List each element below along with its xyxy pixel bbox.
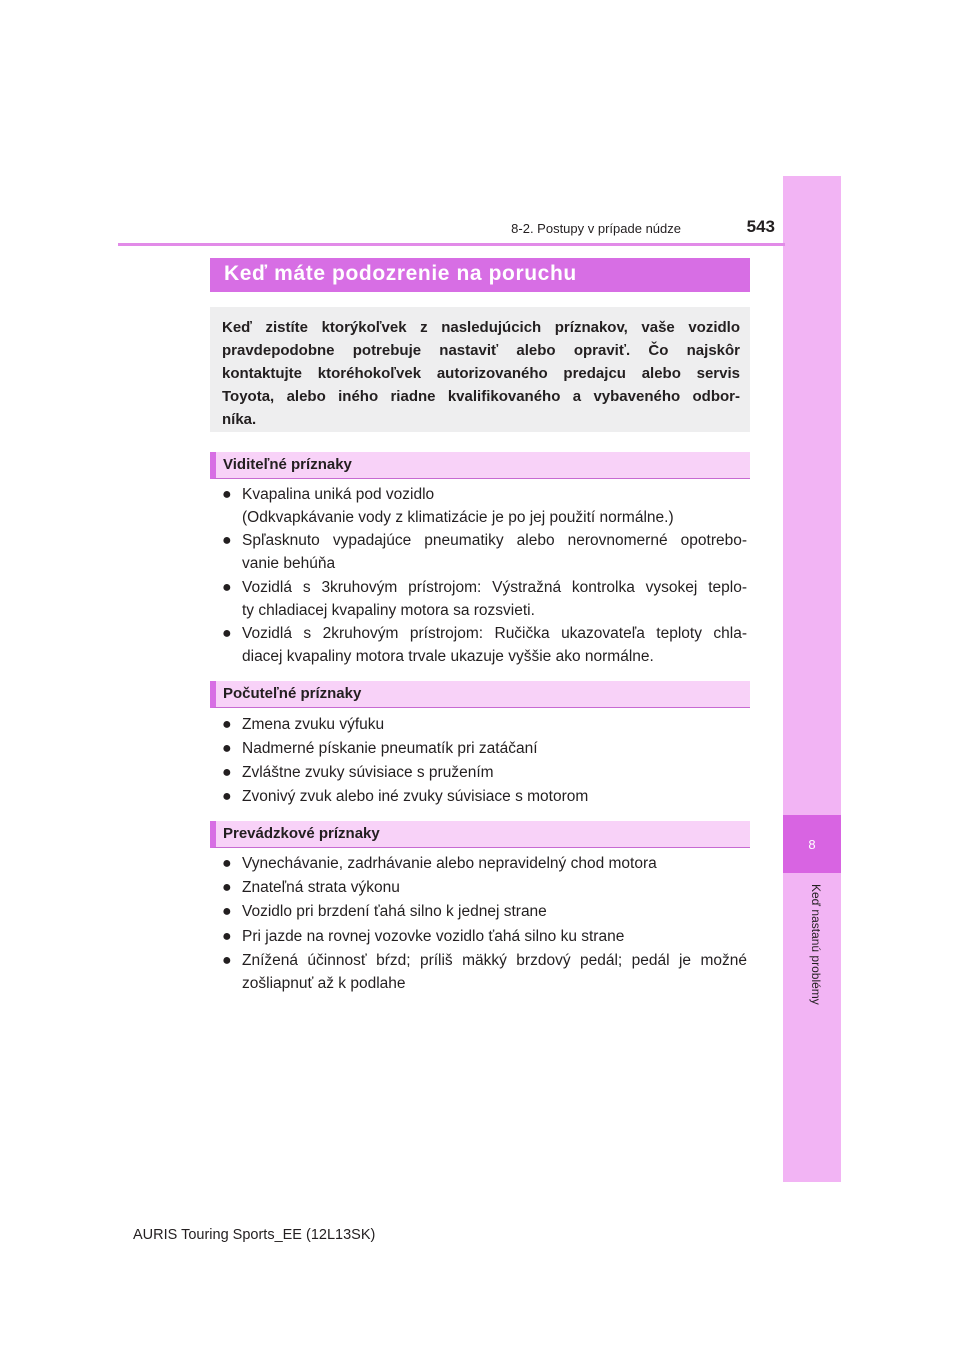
bullet-icon: ● [222,740,232,757]
list-item-line: Zvláštne zvuky súvisiace s pružením [242,764,494,781]
bullet-icon: ● [222,788,232,805]
list-item [222,576,747,622]
bullet-icon: ● [222,716,232,733]
list-item-line: Spľasknuto vypadajúce pneumatiky alebo nerovnomerné opotrebo- [242,532,747,549]
intro-line: kontaktujte ktoréhokoľvek autorizovaného predajcu alebo servis [222,365,740,382]
list-item-line: vanie behúňa [242,555,336,572]
intro-line: pravdepodobne potrebuje nastaviť alebo opraviť. Čo najskôr [222,342,740,359]
intro-line: Keď zistíte ktorýkoľvek z nasledujúcich príznakov, vaše vozidlo [222,319,740,336]
bullet-icon: ● [222,625,232,642]
list-item-line: ty chladiacej kvapaliny motora sa rozsvieti. [242,602,535,619]
page-title: Keď máte podozrenie na poruchu [210,258,750,292]
page-number: 543 [746,217,775,236]
list-item-line: zošliapnuť až k podlahe [242,975,406,992]
section-heading-audible: Počuteľné príznaky [210,681,750,708]
bullet-icon: ● [222,855,232,872]
bullet-icon: ● [222,879,232,896]
intro-line: Toyota, alebo iného riadne kvalifikovaného a vybaveného odbor- [222,388,740,405]
footer-model-code: AURIS Touring Sports_EE (12L13SK) [133,1227,376,1243]
bullet-icon: ● [222,903,232,920]
list-item [222,713,747,736]
list-item-line: Znížená účinnosť bŕzd; príliš mäkký brzdový pedál; pedál je možné [242,952,747,969]
header-section-title: 8-2. Postupy v prípade núdze [511,221,681,236]
bullet-icon: ● [222,952,232,969]
list-item [222,876,747,899]
list-item-line: Vozidlo pri brzdení ťahá silno k jednej strane [242,903,547,920]
list-item [222,852,747,875]
intro-line: níka. [222,411,257,428]
intro-box [210,307,750,432]
list-item [222,622,747,668]
list-item-line: Kvapalina uniká pod vozidlo [242,486,435,503]
list-item-line: (Odkvapkávanie vody z klimatizácie je po jej použití normálne.) [242,509,674,526]
list-item-line: Pri jazde na rovnej vozovke vozidlo ťahá silno ku strane [242,928,625,945]
bullet-icon: ● [222,532,232,549]
list-item-line: Nadmerné pískanie pneumatík pri zatáčaní [242,740,538,757]
list-item-line: Zvonivý zvuk alebo iné zvuky súvisiace s motorom [242,788,589,805]
bullet-icon: ● [222,928,232,945]
list-item [222,529,747,575]
section-heading-visible: Viditeľné príznaky [210,452,750,479]
chapter-title: Keď nastanú problémy [809,884,823,1005]
list-item-line: diacej kvapaliny motora trvale ukazuje vyššie ako normálne. [242,648,654,665]
bullet-icon: ● [222,579,232,596]
list-item-line: Znateľná strata výkonu [242,879,400,896]
chapter-number: 8 [783,815,841,873]
list-item [222,949,747,995]
list-item-line: Vozidlá s 2kruhovým prístrojom: Ručička ukazovateľa teploty chla- [242,625,747,642]
bullet-icon: ● [222,486,232,503]
list-item [222,761,747,784]
list-item-line: Zmena zvuku výfuku [242,716,385,733]
list-item [222,900,747,923]
list-item [222,785,747,808]
list-item [222,925,747,948]
bullet-icon: ● [222,764,232,781]
list-item [222,737,747,760]
list-item [222,483,747,529]
header-divider [118,243,785,246]
list-item-line: Vozidlá s 3kruhovým prístrojom: Výstražná kontrolka vysokej teplo- [242,579,747,596]
section-heading-operational: Prevádzkové príznaky [210,821,750,848]
list-item-line: Vynechávanie, zadrhávanie alebo nepravidelný chod motora [242,855,657,872]
